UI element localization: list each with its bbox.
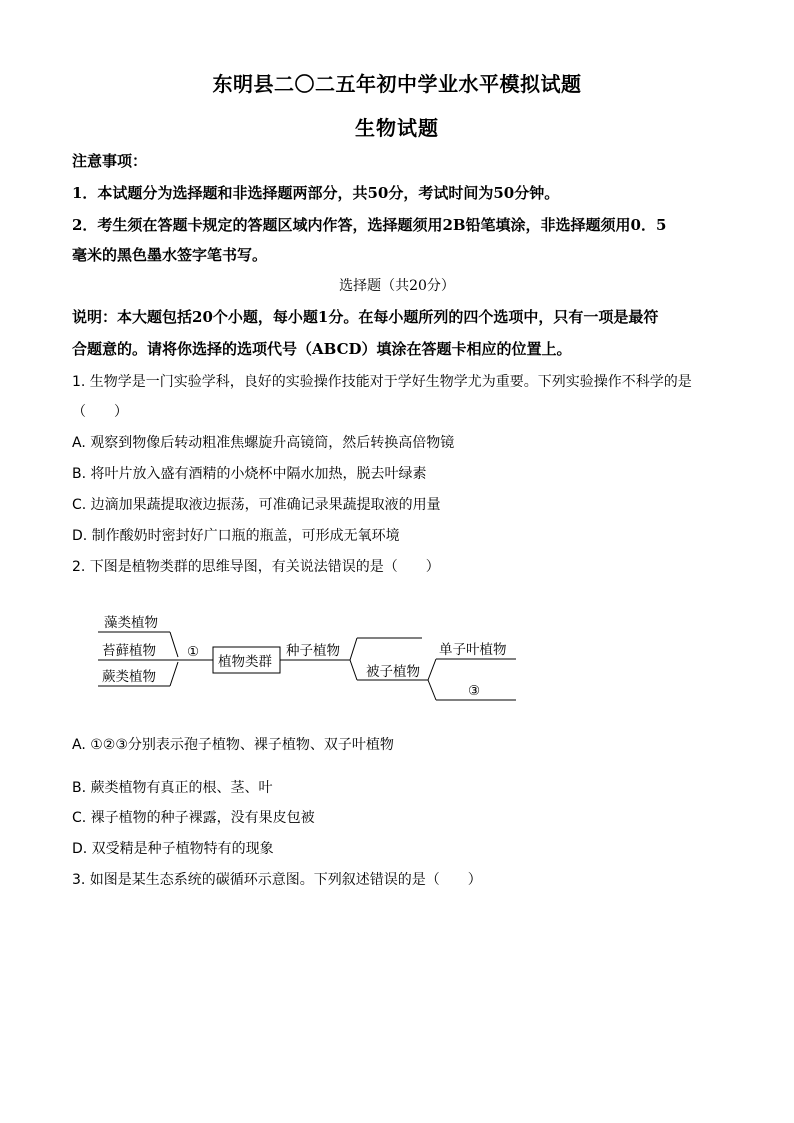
q2-option-c: C. 裸子植物的种子裸露，没有果皮包被 xyxy=(72,810,315,826)
notice-heading: 注意事项： xyxy=(72,152,148,170)
q2-stem: 2. 下图是植物类群的思维导图，有关说法错误的是（ ） xyxy=(72,559,440,575)
exam-subtitle: 生物试题 xyxy=(355,116,439,140)
label-mark-3: ③ xyxy=(468,683,481,699)
plant-classification-diagram xyxy=(0,600,794,715)
label-fern: 蕨类植物 xyxy=(102,669,156,685)
q3-stem: 3. 如图是某生态系统的碳循环示意图。下列叙述错误的是（ ） xyxy=(72,872,482,888)
section-desc-line-2: 合题意的。请将你选择的选项代号（ABCD）填涂在答题卡相应的位置上。 xyxy=(72,340,572,358)
section-title: 选择题（共20分） xyxy=(339,278,455,294)
q1-option-b: B. 将叶片放入盛有酒精的小烧杯中隔水加热，脱去叶绿素 xyxy=(72,466,427,482)
label-moss: 苔藓植物 xyxy=(102,643,156,659)
notice-item-2-line-2: 毫米的黑色墨水签字笔书写。 xyxy=(72,246,268,264)
exam-title: 东明县二〇二五年初中学业水平模拟试题 xyxy=(212,72,582,96)
q2-option-a: A. ①②③分别表示孢子植物、裸子植物、双子叶植物 xyxy=(72,737,394,753)
label-algae: 藻类植物 xyxy=(104,615,158,631)
diagram-line xyxy=(350,660,357,680)
label-monocots: 单子叶植物 xyxy=(439,642,507,658)
diagram-line xyxy=(170,632,178,686)
label-mark-1: ① xyxy=(187,644,200,660)
notice-item-1: 1．本试题分为选择题和非选择题两部分，共50分，考试时间为50分钟。 xyxy=(72,184,560,202)
q1-option-c: C. 边滴加果蔬提取液边振荡，可准确记录果蔬提取液的用量 xyxy=(72,497,441,513)
q1-option-d: D. 制作酸奶时密封好广口瓶的瓶盖，可形成无氧环境 xyxy=(72,528,400,544)
q1-option-a: A. 观察到物像后转动粗准焦螺旋升高镜筒，然后转换高倍物镜 xyxy=(72,435,455,451)
q1-stem-line-2: （ ） xyxy=(72,404,128,420)
notice-item-2-line-1: 2．考生须在答题卡规定的答题区域内作答，选择题须用2B铅笔填涂，非选择题须用0．5 xyxy=(72,216,667,234)
diagram-line xyxy=(350,638,357,660)
label-plant-groups: 植物类群 xyxy=(218,654,272,670)
diagram-line xyxy=(428,680,436,700)
q2-option-d: D. 双受精是种子植物特有的现象 xyxy=(72,841,274,857)
label-seed-plants: 种子植物 xyxy=(286,643,340,659)
q2-option-b: B. 蕨类植物有真正的根、茎、叶 xyxy=(72,780,273,796)
diagram-line xyxy=(428,659,436,680)
q1-stem-line-1: 1. 生物学是一门实验学科，良好的实验操作技能对于学好生物学尤为重要。下列实验操作不科学的是 xyxy=(72,374,692,390)
label-angiosperms: 被子植物 xyxy=(366,664,420,680)
section-desc-line-1: 说明：本大题包括20个小题，每小题1分。在每小题所列的四个选项中，只有一项是最符 xyxy=(72,308,659,326)
